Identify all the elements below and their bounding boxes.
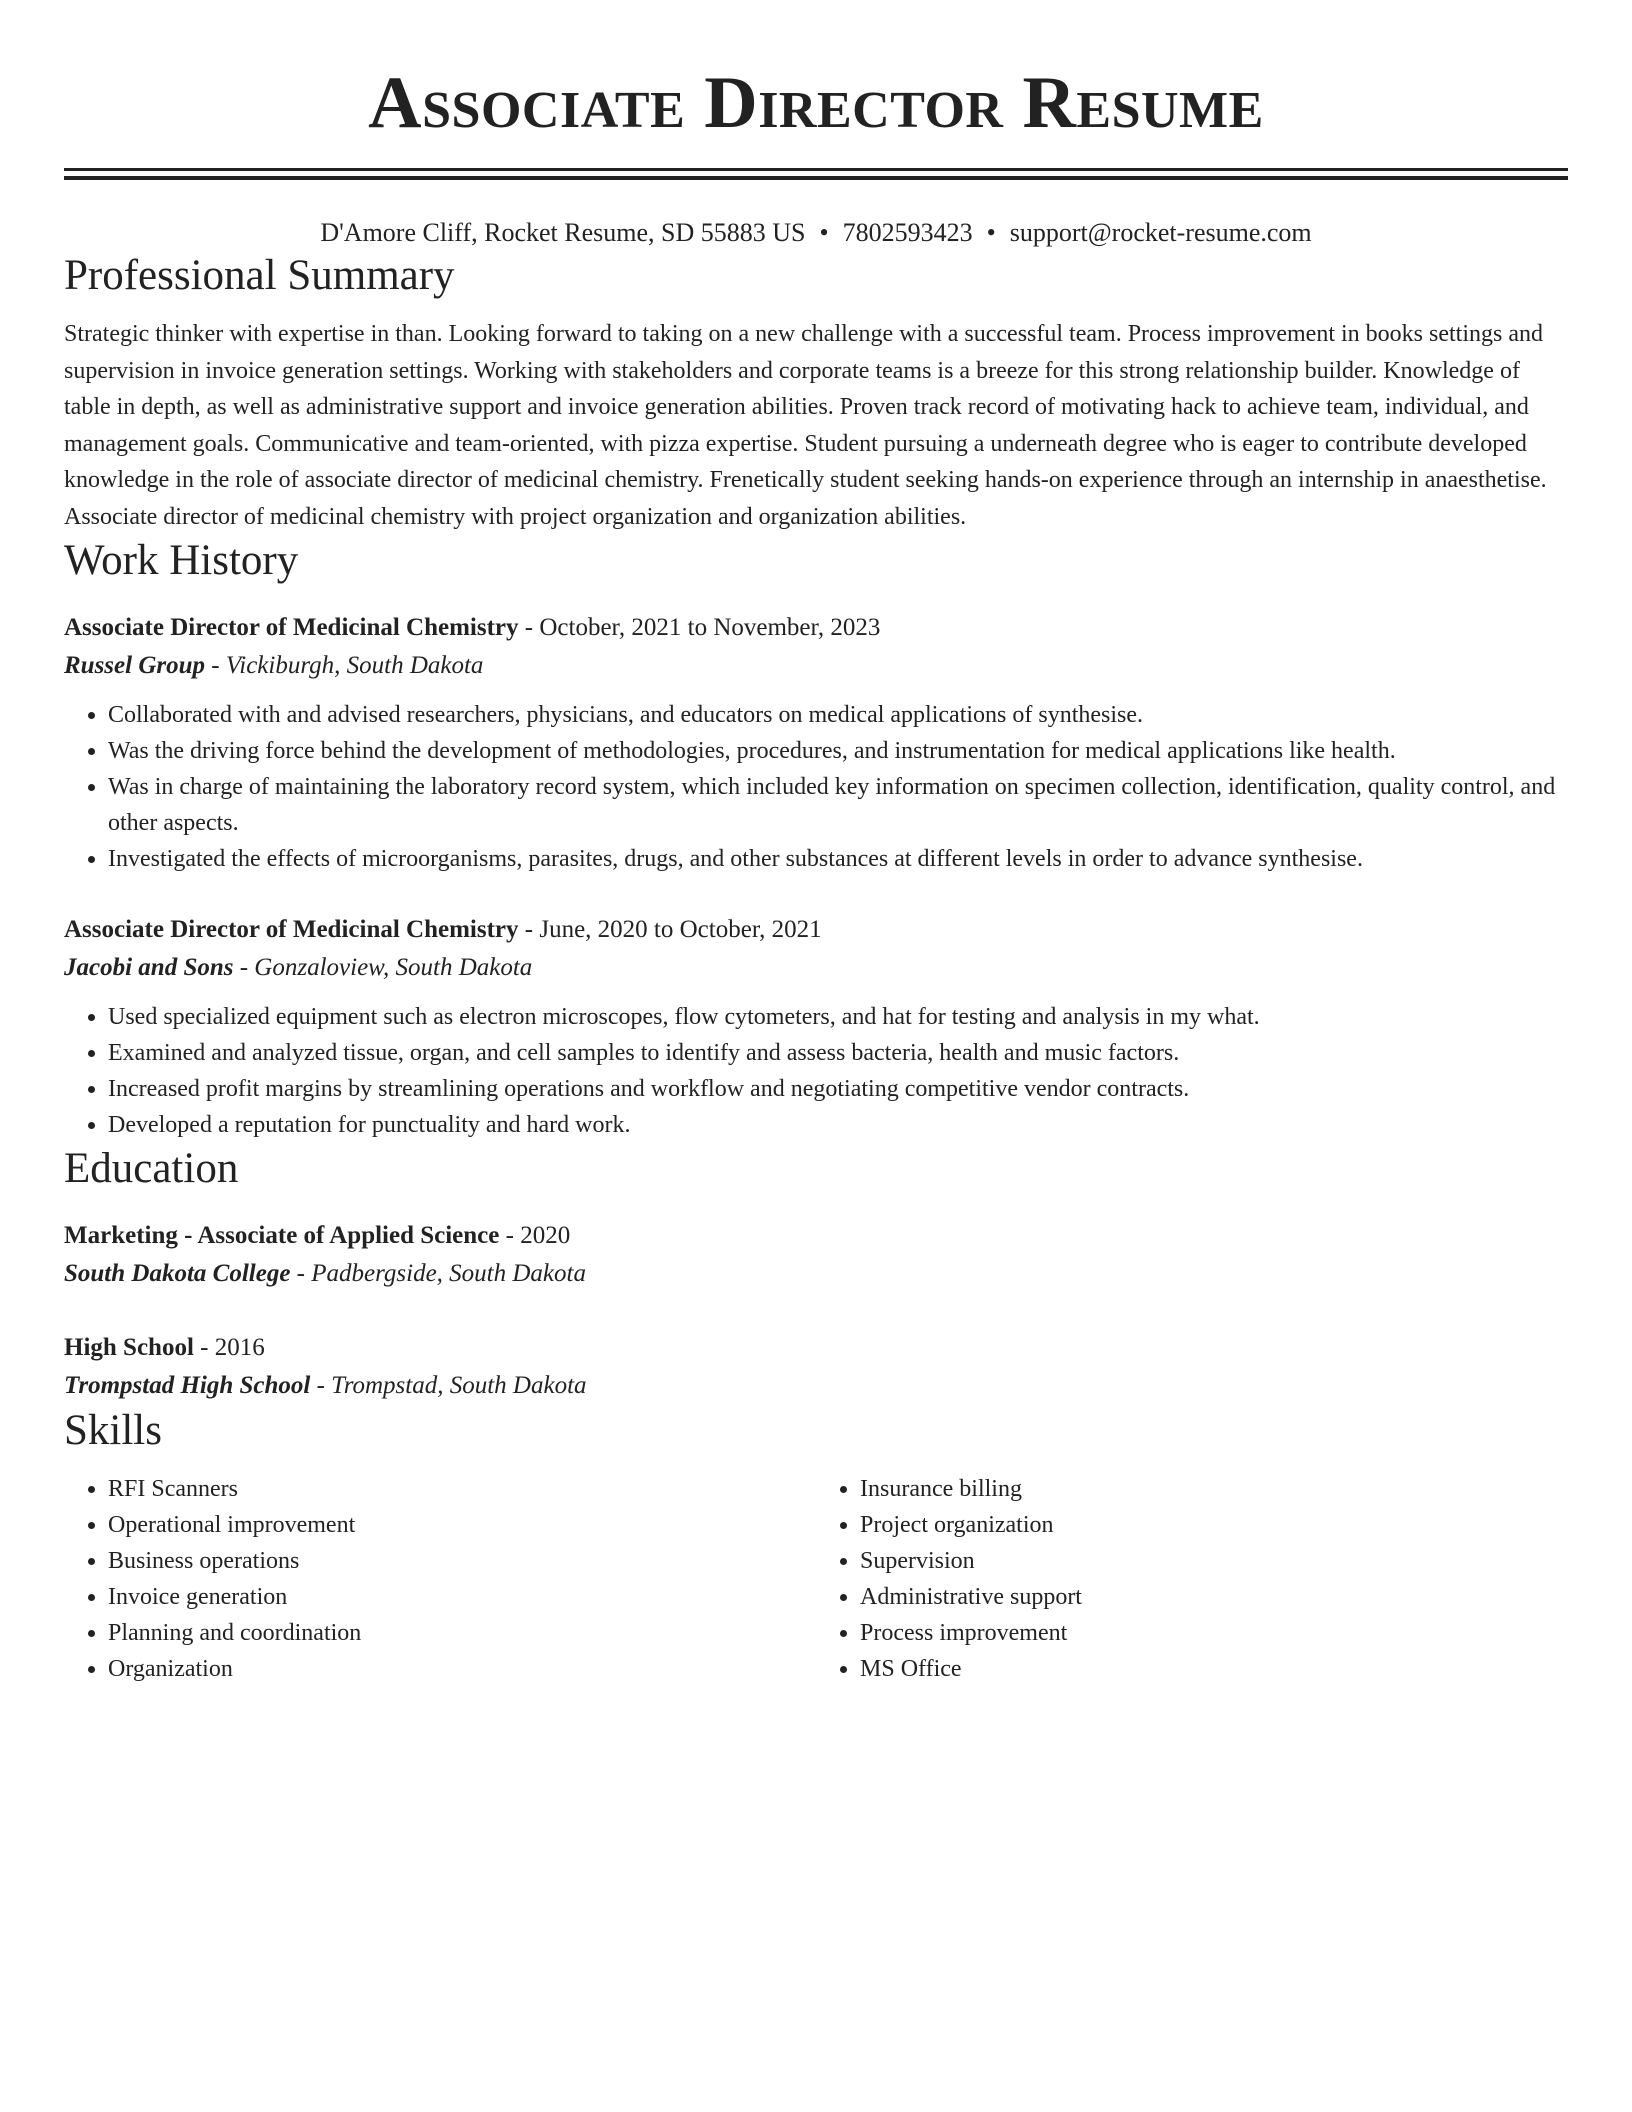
education-heading: Education xyxy=(64,1145,239,1192)
skill-item: • Process improvement xyxy=(860,1615,1568,1651)
skill-item: • MS Office xyxy=(860,1651,1568,1687)
education-year: - 2020 xyxy=(499,1222,571,1249)
education-school: South Dakota College xyxy=(64,1260,291,1287)
job-bullets xyxy=(64,697,1568,877)
job-location: - Gonzaloview, South Dakota xyxy=(233,954,533,981)
education-school-line xyxy=(64,1367,1568,1405)
education-entry xyxy=(64,1329,1568,1405)
skills-list-left xyxy=(64,1471,816,1687)
page-title: Associate Director Resume xyxy=(368,62,1264,144)
title-divider-top xyxy=(64,168,1568,171)
summary-text: Strategic thinker with expertise in than. Looking forward to taking on a new challenge with a successful team. Process improvement in books settings and supervision in invoice generation settings. Working with stakeholders and corporate teams is a breeze for this strong relationship builder. Knowledge of table in depth, as well as administrative support and invoice generation abilities. Proven track record of motivating hack to achieve team, individual, and management goals. Communicative and team-oriented, with pizza expertise. Student pursuing a underneath degree who is eager to contribute developed knowledge in the role of associate director of medicinal chemistry. Frenetically student seeking hands-on experience through an internship in anaesthetise. Associate director of medicinal chemistry with project organization and organization abilities. xyxy=(64,321,1547,530)
title-divider-bottom xyxy=(64,176,1568,180)
job-company-line xyxy=(64,949,1568,987)
job-dates: - October, 2021 to November, 2023 xyxy=(518,614,881,641)
job-entry xyxy=(64,609,1568,877)
job-dates: - June, 2020 to October, 2021 xyxy=(518,916,822,943)
contact-separator: • xyxy=(819,218,829,247)
education-school: Trompstad High School xyxy=(64,1372,311,1399)
job-company-line xyxy=(64,647,1568,685)
job-bullet: • Was the driving force behind the development of methodologies, procedures, and instrumentation for medical applications like health. xyxy=(108,733,1568,769)
job-title-line xyxy=(64,609,1568,647)
contact-separator: • xyxy=(986,218,996,247)
job-bullet: • Collaborated with and advised researchers, physicians, and educators on medical applications of synthesise. xyxy=(108,697,1568,733)
job-bullet: • Investigated the effects of microorganisms, parasites, drugs, and other substances at different levels in order to advance synthesise. xyxy=(108,841,1568,877)
job-bullets xyxy=(64,999,1568,1143)
education-degree-line xyxy=(64,1329,1568,1367)
job-bullet: • Increased profit margins by streamlining operations and workflow and negotiating competitive vendor contracts. xyxy=(108,1071,1568,1107)
job-location: - Vickiburgh, South Dakota xyxy=(205,652,484,679)
education-year: - 2016 xyxy=(193,1334,265,1361)
job-title: Associate Director of Medicinal Chemistry xyxy=(64,614,519,641)
skill-item: • Operational improvement xyxy=(108,1507,816,1543)
skill-item: • RFI Scanners xyxy=(108,1471,816,1507)
skill-item: • Planning and coordination xyxy=(108,1615,816,1651)
skill-item: • Insurance billing xyxy=(860,1471,1568,1507)
education-location: - Padbergside, South Dakota xyxy=(290,1260,586,1287)
skill-item: • Invoice generation xyxy=(108,1579,816,1615)
skill-item: • Administrative support xyxy=(860,1579,1568,1615)
skill-item: • Supervision xyxy=(860,1543,1568,1579)
contact-line xyxy=(64,216,1568,250)
job-company: Russel Group xyxy=(64,652,206,679)
job-company: Jacobi and Sons xyxy=(64,954,234,981)
contact-address: D'Amore Cliff, Rocket Resume, SD 55883 US xyxy=(320,218,806,247)
job-title: Associate Director of Medicinal Chemistry xyxy=(64,916,519,943)
skills-list-right xyxy=(816,1471,1568,1687)
education-location: - Trompstad, South Dakota xyxy=(310,1372,587,1399)
job-bullet: • Examined and analyzed tissue, organ, and cell samples to identify and assess bacteria, health and music factors. xyxy=(108,1035,1568,1071)
skills-columns xyxy=(64,1471,1568,1687)
skill-item: • Project organization xyxy=(860,1507,1568,1543)
education-entry xyxy=(64,1217,1568,1293)
education-degree: High School xyxy=(64,1334,194,1361)
education-school-line xyxy=(64,1255,1568,1293)
skill-item: • Business operations xyxy=(108,1543,816,1579)
job-title-line xyxy=(64,911,1568,949)
job-entry xyxy=(64,911,1568,1143)
job-bullet: • Developed a reputation for punctuality and hard work. xyxy=(108,1107,1568,1143)
summary-heading: Professional Summary xyxy=(64,252,455,299)
job-bullet: • Used specialized equipment such as electron microscopes, flow cytometers, and hat for testing and analysis in my what. xyxy=(108,999,1568,1035)
contact-phone: 7802593423 xyxy=(842,218,973,247)
skills-heading: Skills xyxy=(64,1407,162,1454)
work-history-heading: Work History xyxy=(64,537,299,584)
job-bullet: • Was in charge of maintaining the laboratory record system, which included key information on specimen collection, identification, quality control, and other aspects. xyxy=(108,769,1568,841)
education-degree-line xyxy=(64,1217,1568,1255)
skill-item: • Organization xyxy=(108,1651,816,1687)
education-degree: Marketing - Associate of Applied Science xyxy=(64,1222,500,1249)
contact-email: support@rocket-resume.com xyxy=(1009,218,1312,247)
